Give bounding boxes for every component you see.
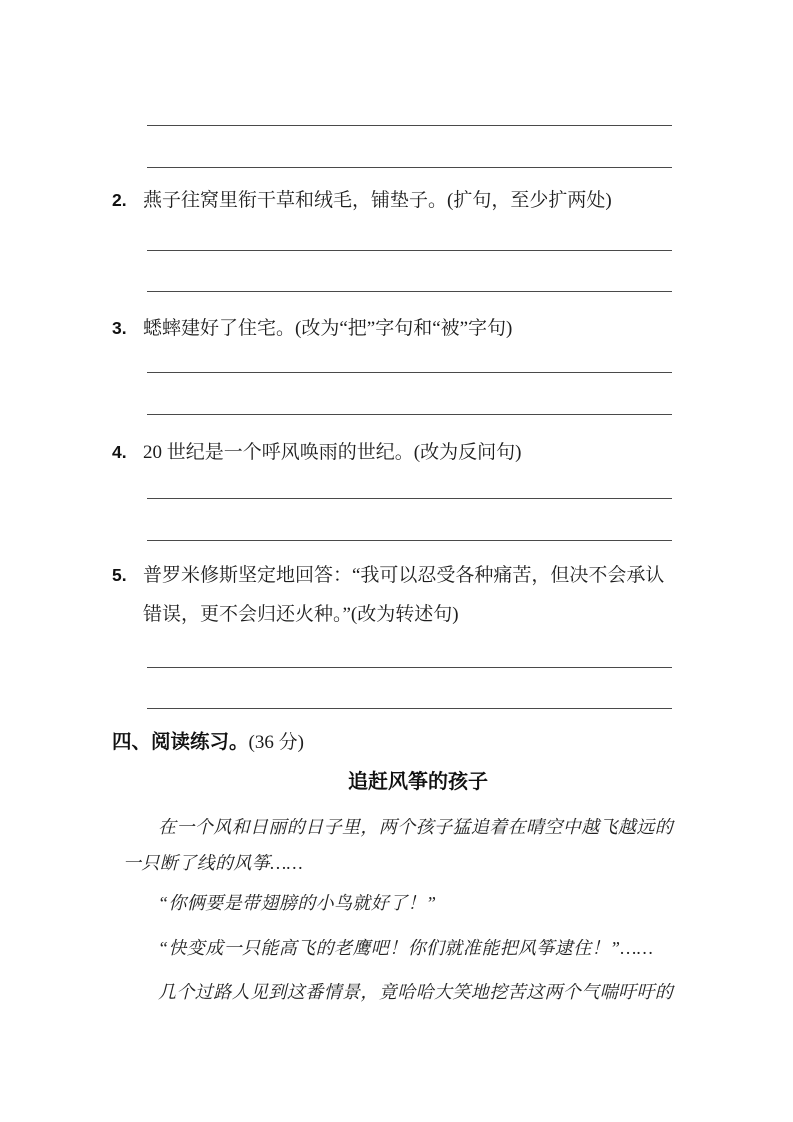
- question-text: 蟋蟀建好了住宅。(改为“把”字句和“被”字句): [143, 318, 513, 339]
- question-item-4: [112, 438, 521, 467]
- passage-line: “你俩要是带翅膀的小鸟就好了！”: [158, 893, 437, 913]
- answer-line: [147, 708, 672, 709]
- answer-line: [147, 167, 672, 168]
- answer-line: [147, 372, 672, 373]
- question-text: 燕子往窝里衔干草和绒毛，铺垫子。(扩句，至少扩两处): [143, 190, 612, 211]
- answer-line: [147, 414, 672, 415]
- answer-line: [147, 667, 672, 668]
- answer-line: [147, 540, 672, 541]
- answer-line: [147, 498, 672, 499]
- question-number: 5.: [112, 565, 127, 585]
- passage-line: “快变成一只能高飞的老鹰吧！你们就准能把风筝逮住！”……: [158, 938, 654, 958]
- question-item-5: [112, 561, 664, 590]
- question-text: 普罗米修斯坚定地回答：“我可以忍受各种痛苦，但决不会承认: [143, 565, 665, 586]
- question-item-2: [112, 186, 612, 215]
- passage-line: 在一个风和日丽的日子里，两个孩子猛追着在晴空中越飞越远的: [158, 817, 674, 837]
- section-heading-label: 四、阅读练习。: [112, 731, 249, 753]
- question-number: 4.: [112, 442, 127, 462]
- passage-line: 一只断了线的风筝……: [123, 853, 304, 873]
- section-heading: [112, 728, 304, 757]
- question-item-3: [112, 314, 512, 343]
- question-item-5-continuation: [143, 601, 459, 629]
- passage-title: 追赶风筝的孩子: [348, 771, 488, 793]
- answer-line: [147, 250, 672, 251]
- answer-line: [147, 125, 672, 126]
- question-number: 3.: [112, 318, 127, 338]
- question-text: 20 世纪是一个呼风唤雨的世纪。(改为反问句): [143, 442, 522, 463]
- answer-line: [147, 291, 672, 292]
- section-score: (36 分): [248, 732, 304, 753]
- passage-line: 几个过路人见到这番情景，竟哈哈大笑地挖苦这两个气喘吁吁的: [158, 982, 674, 1002]
- question-number: 2.: [112, 190, 127, 210]
- question-text: 错误，更不会归还火种。”(改为转述句): [143, 604, 459, 625]
